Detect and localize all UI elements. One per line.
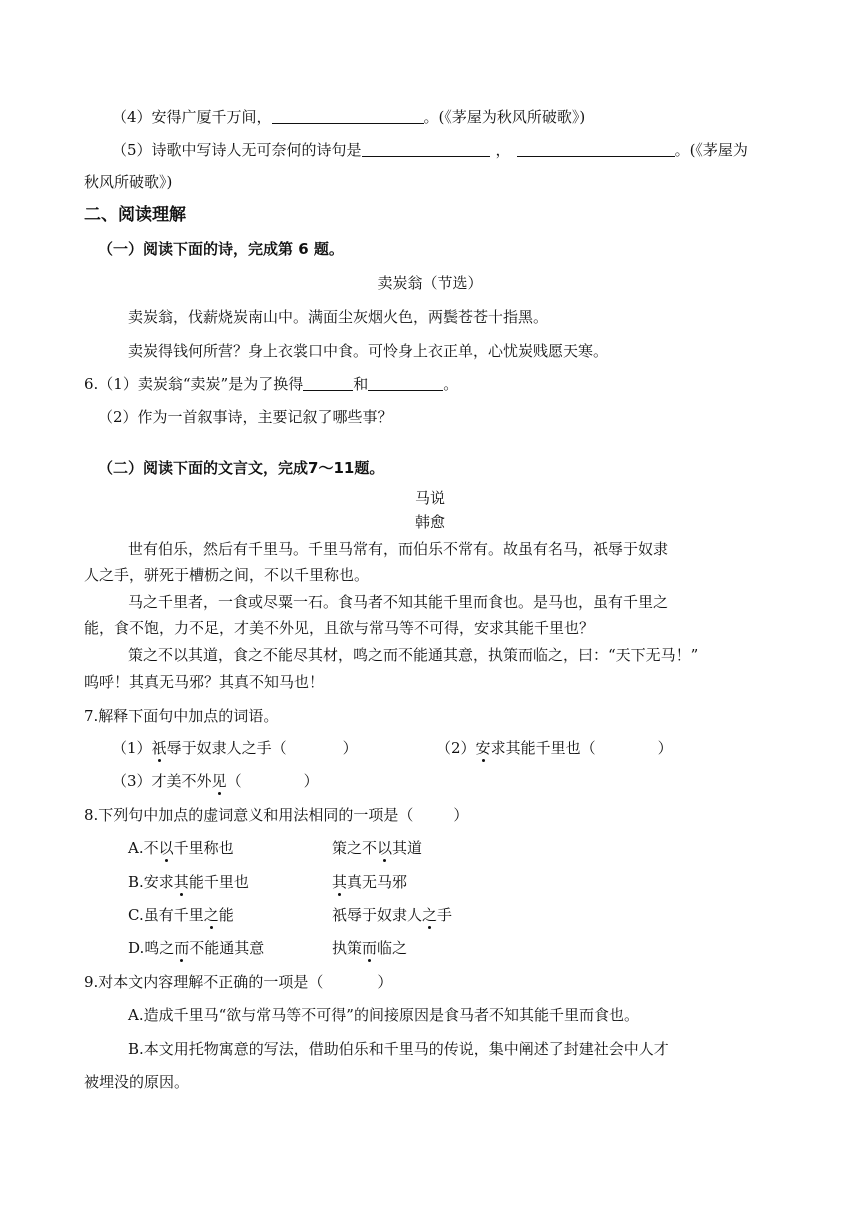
q8-option-b-right — [332, 872, 407, 892]
q8-d-left-pre: D.鸣之 — [128, 939, 175, 957]
q7-item-1-num: （1） — [112, 739, 152, 757]
q9-option-b-line-2: 被埋没的原因。 — [84, 1073, 190, 1091]
q8-d-right-dotted: 而 — [362, 939, 378, 957]
q8-c-left-dotted: 之 — [203, 906, 219, 924]
q7-item-1-close: ） — [342, 739, 358, 757]
q7-item-2-num: （2） — [436, 739, 476, 757]
part1-heading: （一）阅读下面的诗，完成第 6 题。 — [98, 240, 344, 258]
q5-blank-1 — [362, 141, 490, 157]
q8-a-right-pre: 策之不 — [332, 839, 378, 857]
q5-text: （5）诗歌中写诗人无可奈何的诗句是 — [112, 141, 362, 159]
q5-comma: ， — [495, 141, 511, 159]
q8-option-c-left — [128, 905, 234, 925]
paragraph-3-line-1: 策之不以其道，食之不能尽其材，鸣之而不能通其意，执策而临之，曰：“天下无马！” — [128, 646, 699, 664]
q7-item-2 — [436, 738, 673, 758]
q8-option-a-right — [332, 838, 422, 858]
q9-stem-close: ） — [377, 973, 393, 991]
poem-title: 卖炭翁（节选） — [377, 274, 483, 292]
q8-b-left-post: 能千里也 — [188, 873, 249, 891]
q7-item-1-text: 辱于奴隶人之手（ — [166, 739, 287, 757]
q8-a-left-post: 千里称也 — [173, 839, 234, 857]
q7-item-2-close: ） — [657, 739, 673, 757]
q9-option-b-line-1: B.本文用托物寓意的写法，借助伯乐和千里马的传说，集中阐述了封建社会中人才 — [128, 1040, 669, 1058]
q7-item-3-close: ） — [303, 772, 319, 790]
q8-d-left-dotted: 而 — [174, 939, 190, 957]
q7-item-2-dotted: 安 — [475, 739, 491, 757]
q8-a-left-pre: A.不 — [128, 839, 159, 857]
q7-item-1 — [112, 738, 358, 758]
q8-c-right-post: 手 — [437, 906, 453, 924]
q7-item-1-dotted: 祇 — [151, 739, 167, 757]
q7-item-3-open: （ — [226, 772, 242, 790]
q5-source-continued: 秋风所破歌》) — [84, 173, 173, 191]
question-9-stem — [84, 972, 392, 992]
q6-1-end: 。 — [443, 375, 459, 393]
poem-line-1: 卖炭翁，伐薪烧炭南山中。满面尘灰烟火色，两鬓苍苍十指黑。 — [128, 308, 549, 326]
q7-item-3-text: （3）才美不外 — [112, 772, 212, 790]
paragraph-3-line-2: 呜呼！其真无马邪？其真不知马也！ — [84, 673, 325, 691]
q8-b-right-dotted: 其 — [332, 873, 348, 891]
q8-c-right-dotted: 之 — [422, 906, 438, 924]
q8-a-right-dotted: 以 — [377, 839, 393, 857]
q8-d-right-pre: 执策 — [332, 939, 363, 957]
q6-1-text: 6.（1）卖炭翁“卖炭”是为了换得 — [84, 375, 304, 393]
q8-a-right-post: 其道 — [392, 839, 423, 857]
q8-option-c-right — [332, 905, 452, 925]
q8-option-d-right — [332, 938, 407, 958]
q8-b-right-post: 真无马邪 — [347, 873, 408, 891]
q4-blank — [272, 108, 424, 124]
q8-stem-close: ） — [453, 806, 469, 824]
q4-text: （4）安得广厦千万间， — [112, 108, 272, 126]
q8-b-left-pre: B.安求 — [128, 873, 174, 891]
question-6-2: （2）作为一首叙事诗，主要记叙了哪些事？ — [98, 408, 393, 426]
q9-option-a: A.造成千里马“欲与常马等不可得”的间接原因是食马者不知其能千里而食也。 — [128, 1006, 639, 1024]
q8-d-right-post: 临之 — [377, 939, 408, 957]
q8-stem-text: 8.下列句中加点的虚词意义和用法相同的一项是（ — [84, 806, 414, 824]
question-4 — [112, 107, 585, 127]
question-8-stem — [84, 805, 468, 825]
essay-title: 马说 — [414, 489, 445, 507]
q9-stem-text: 9.对本文内容理解不正确的一项是（ — [84, 973, 324, 991]
q5-source: 。(《茅屋为 — [674, 141, 748, 159]
q4-source: 。(《茅屋为秋风所破歌》) — [423, 108, 586, 126]
q8-c-left-pre: C.虽有千里 — [128, 906, 204, 924]
question-5 — [112, 140, 748, 160]
q8-option-a-left — [128, 838, 234, 858]
question-7-stem: 7.解释下面句中加点的词语。 — [84, 707, 279, 725]
q8-a-left-dotted: 以 — [158, 839, 174, 857]
q6-1-blank-1 — [303, 375, 353, 391]
poem-line-2: 卖炭得钱何所营？身上衣裳口中食。可怜身上衣正单，心忧炭贱愿天寒。 — [128, 342, 609, 360]
q6-1-and: 和 — [353, 375, 369, 393]
section-title: 二、阅读理解 — [84, 205, 186, 225]
essay-author: 韩愈 — [414, 513, 445, 531]
q7-item-2-text: 求其能千里也（ — [490, 739, 596, 757]
q7-item-3 — [112, 771, 319, 791]
paragraph-2-line-1: 马之千里者，一食或尽粟一石。食马者不知其能千里而食也。是马也，虽有千里之 — [128, 593, 669, 611]
q8-d-left-post: 不能通其意 — [189, 939, 265, 957]
paragraph-1-line-2: 人之手，骈死于槽枥之间，不以千里称也。 — [84, 566, 370, 584]
question-6-1 — [84, 374, 458, 394]
paragraph-2-line-2: 能，食不饱，力不足，才美不外见，且欲与常马等不可得，安求其能千里也？ — [84, 619, 595, 637]
q7-item-3-dotted: 见 — [211, 772, 227, 790]
q8-option-d-left — [128, 938, 264, 958]
q6-1-blank-2 — [368, 375, 443, 391]
part2-heading: （二）阅读下面的文言文，完成7～11题。 — [98, 459, 385, 477]
q8-c-left-post: 能 — [218, 906, 234, 924]
q8-b-left-dotted: 其 — [173, 873, 189, 891]
paragraph-1-line-1: 世有伯乐，然后有千里马。千里马常有，而伯乐不常有。故虽有名马，祇辱于奴隶 — [128, 540, 669, 558]
q8-c-right-pre: 祇辱于奴隶人 — [332, 906, 423, 924]
q8-option-b-left — [128, 872, 249, 892]
q5-blank-2 — [517, 141, 675, 157]
